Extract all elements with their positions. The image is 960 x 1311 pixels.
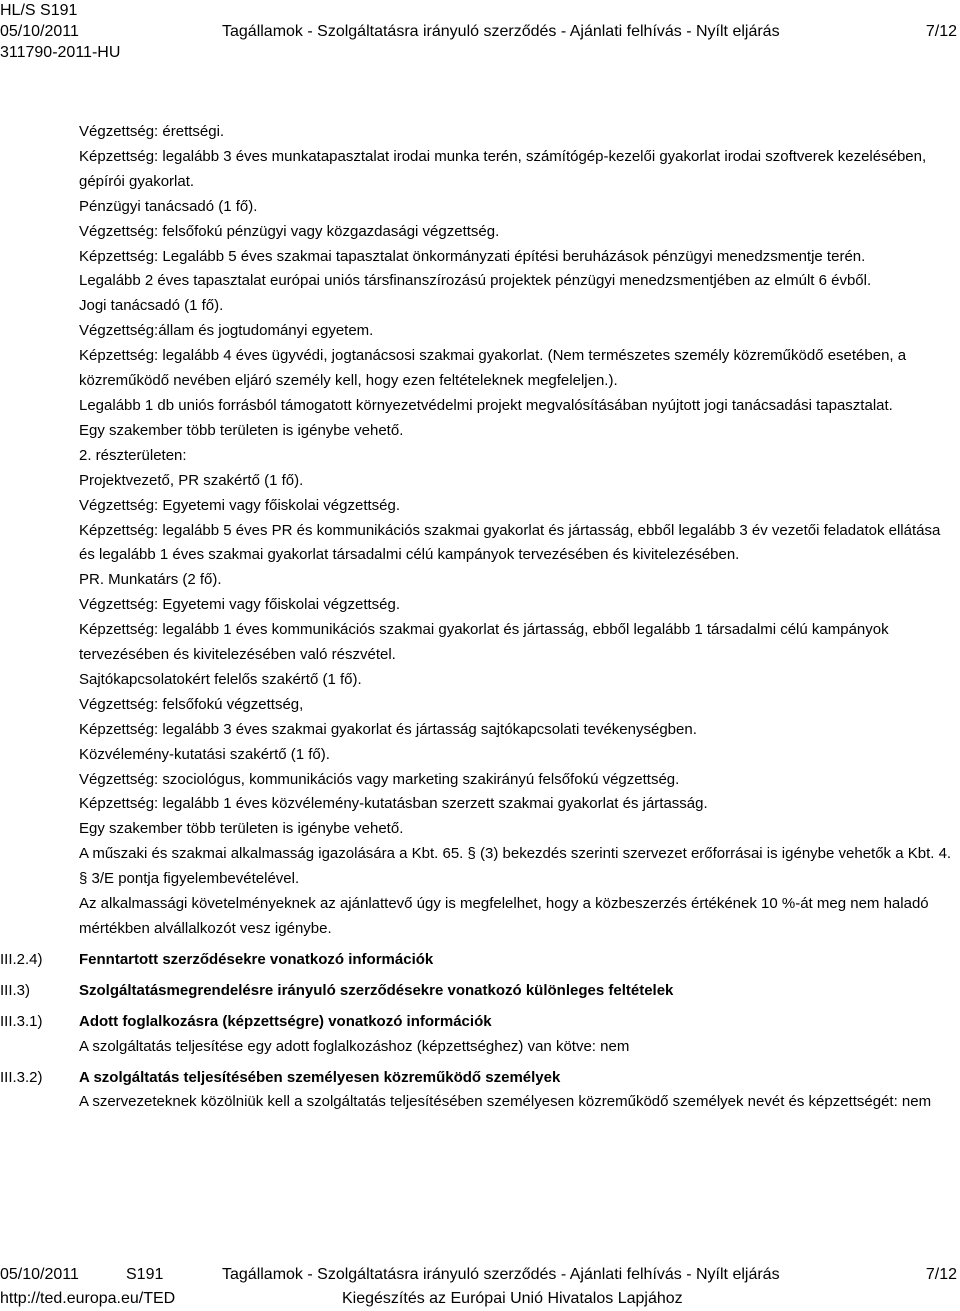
- section-label: III.3.1): [0, 1012, 43, 1030]
- body-line: Képzettség: legalább 1 éves kommunikációs szakmai gyakorlat és jártasság, ebből legalább 1 társadalmi célú kampányok tervezésében és kivitelezésében való részvétel.: [79, 621, 889, 664]
- section-title: Adott foglalkozásra (képzettségre) vonatkozó információk: [79, 1012, 492, 1030]
- body-line: Végzettség: Egyetemi vagy főiskolai végzettség.: [79, 496, 401, 514]
- section-label: III.3): [0, 981, 31, 999]
- page-header: [0, 0, 960, 72]
- footer-publisher: Kiegészítés az Európai Unió Hivatalos Lapjához: [342, 1290, 683, 1307]
- body-line: Sajtókapcsolatokért felelős szakértő (1 fő).: [79, 670, 362, 688]
- footer-series: S191: [126, 1266, 164, 1283]
- section-title: Szolgáltatásmegrendelésre irányuló szerződésekre vonatkozó különleges feltételek: [79, 981, 674, 999]
- body-line: Végzettség: Egyetemi vagy főiskolai végzettség.: [79, 596, 401, 614]
- body-line: Pénzügyi tanácsadó (1 fő).: [79, 197, 258, 215]
- footer-date: 05/10/2011: [0, 1266, 79, 1283]
- section-text: A szolgáltatás teljesítése egy adott foglalkozáshoz (képzettséghez) van kötve: nem: [79, 1037, 630, 1055]
- body-line: PR. Munkatárs (2 fő).: [79, 571, 222, 589]
- header-doc-code: HL/S S191: [0, 2, 78, 19]
- body-line: Képzettség: legalább 5 éves PR és kommunikációs szakmai gyakorlat és jártasság, ebből legalább 3 év vezetői feladatok ellátása és legalább 1 éves szakmai gyakorlat társadalmi célú kampányok tervezésében és kivitelezésében.: [79, 521, 941, 564]
- body-line: Egy szakember több területen is igénybe vehető.: [79, 820, 404, 838]
- header-left: [0, 0, 120, 63]
- document-body: [0, 120, 959, 1115]
- section-label: III.2.4): [0, 950, 43, 968]
- section-iii-2-4: [0, 948, 959, 973]
- header-page-number: 7/12: [925, 23, 957, 40]
- section-iii-3-1: [0, 1010, 959, 1060]
- section-iii-3-2: [0, 1066, 959, 1116]
- body-line: A műszaki és szakmai alkalmasság igazolására a Kbt. 65. § (3) bekezdés szerinti szervezet erőforrásai is igénybe vehetők a Kbt. 4. § 3/E pontja figyelembevételével.: [79, 845, 952, 888]
- footer-url: http://ted.europa.eu/TED: [0, 1290, 176, 1307]
- body-line: Végzettség: szociológus, kommunikációs vagy marketing szakirányú felsőfokú végzettség.: [79, 770, 680, 788]
- header-date: 05/10/2011: [0, 23, 79, 40]
- header-title: Tagállamok - Szolgáltatásra irányuló szerződés - Ajánlati felhívás - Nyílt eljárás: [222, 23, 780, 40]
- body-line: Végzettség:állam és jogtudományi egyetem.: [79, 322, 374, 340]
- body-line: Végzettség: felsőfokú végzettség,: [79, 695, 304, 713]
- section-title: Fenntartott szerződésekre vonatkozó információk: [79, 950, 434, 968]
- body-line: Végzettség: felsőfokú pénzügyi vagy közgazdasági végzettség.: [79, 222, 500, 240]
- body-line: 2. részterületen:: [79, 446, 187, 464]
- section-title: A szolgáltatás teljesítésében személyesen közreműködő személyek: [79, 1068, 561, 1086]
- section-text: A szervezeteknek közölniük kell a szolgáltatás teljesítésében személyesen közreműködő személyek nevét és képzettségét: nem: [79, 1093, 932, 1111]
- body-line: Képzettség: legalább 4 éves ügyvédi, jogtanácsosi szakmai gyakorlat. (Nem természetes személy közreműködő esetében, a közreműködő nevében eljáró személy kell, hogy ezen feltételeknek megfeleljen.).: [79, 347, 907, 390]
- footer-page-number: 7/12: [925, 1266, 957, 1283]
- body-line: Képzettség: legalább 3 éves munkatapasztalat irodai munka terén, számítógép-kezelői gyakorlat irodai szoftverek kezelésében, gépírói gyakorlat.: [79, 147, 927, 190]
- body-line: Képzettség: Legalább 5 éves szakmai tapasztalat önkormányzati építési beruházások pénzügyi menedzsmentje terén.: [79, 247, 866, 265]
- body-line: Képzettség: legalább 1 éves közvélemény-kutatásban szerzett szakmai gyakorlat és jártasság.: [79, 795, 708, 813]
- page-footer: [0, 1264, 960, 1311]
- header-ref: 311790-2011-HU: [0, 44, 121, 61]
- footer-title: Tagállamok - Szolgáltatásra irányuló szerződés - Ajánlati felhívás - Nyílt eljárás: [222, 1266, 780, 1283]
- body-line: Legalább 2 éves tapasztalat európai uniós társfinanszírozású projektek pénzügyi menedzsmentjében az elmúlt 6 évből.: [79, 272, 872, 290]
- body-line: Legalább 1 db uniós forrásból támogatott környezetvédelmi projekt megvalósításában nyújtott jogi tanácsadási tapasztalat.: [79, 396, 893, 414]
- body-line: Végzettség: érettségi.: [79, 123, 225, 140]
- body-line: Jogi tanácsadó (1 fő).: [79, 297, 224, 315]
- body-line: Projektvezető, PR szakértő (1 fő).: [79, 471, 304, 489]
- body-line: Közvélemény-kutatási szakértő (1 fő).: [79, 745, 330, 763]
- body-line: Képzettség: legalább 3 éves szakmai gyakorlat és jártasság sajtókapcsolati tevékenységben.: [79, 720, 697, 738]
- section-label: III.3.2): [0, 1068, 43, 1086]
- section-iii-3: [0, 979, 959, 1004]
- body-line: Az alkalmassági követelményeknek az ajánlattevő úgy is megfelelhet, hogy a közbeszerzés értékének 10 %-át meg nem haladó mértékben alvállalkozót vesz igénybe.: [79, 895, 929, 937]
- body-line: Egy szakember több területen is igénybe vehető.: [79, 421, 404, 439]
